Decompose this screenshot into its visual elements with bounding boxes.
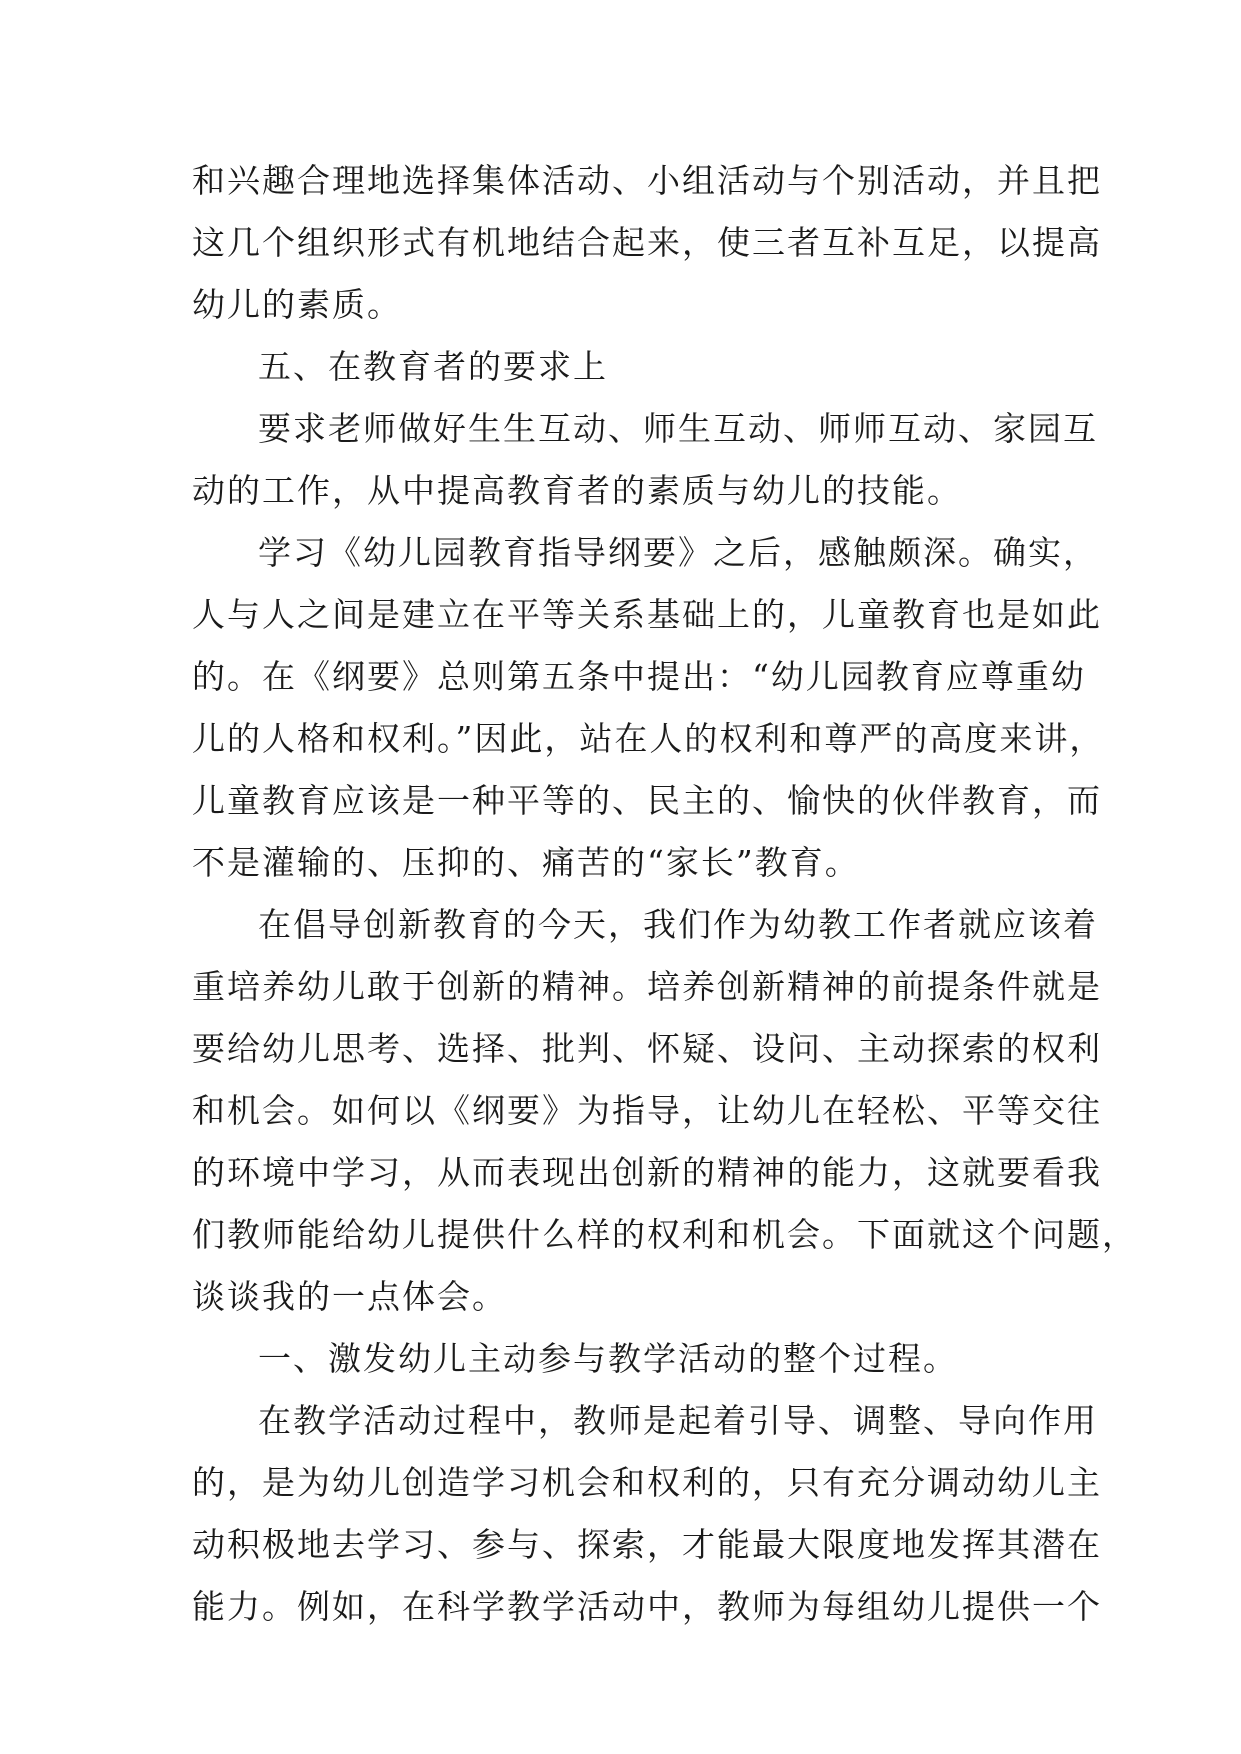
text-line: 重培养幼儿敢于创新的精神。培养创新精神的前提条件就是 <box>192 967 1102 1006</box>
text-line: 的环境中学习，从而表现出创新的精神的能力，这就要看我 <box>192 1153 1102 1192</box>
text-line: 这几个组织形式有机地结合起来，使三者互补互足，以提高 <box>192 223 1102 262</box>
text-line: 要给幼儿思考、选择、批判、怀疑、设问、主动探索的权利 <box>192 1029 1102 1068</box>
text-line: 和机会。如何以《纲要》为指导，让幼儿在轻松、平等交往 <box>192 1091 1102 1130</box>
section-heading: 五、在教育者的要求上 <box>258 347 608 386</box>
text-line: 的。在《纲要》总则第五条中提出：“幼儿园教育应尊重幼 <box>192 657 1086 696</box>
text-line: 动的工作，从中提高教育者的素质与幼儿的技能。 <box>192 471 962 510</box>
text-line: 幼儿的素质。 <box>192 285 402 324</box>
document-page <box>192 150 1137 1638</box>
text-line: 儿的人格和权利。”因此，站在人的权利和尊严的高度来讲， <box>192 719 1105 758</box>
text-line: 能力。例如，在科学教学活动中，教师为每组幼儿提供一个 <box>192 1587 1102 1626</box>
text-line: 要求老师做好生生互动、师生互动、师师互动、家园互 <box>258 409 1098 448</box>
text-line: 不是灌输的、压抑的、痛苦的“家长”教育。 <box>192 843 860 882</box>
text-line: 人与人之间是建立在平等关系基础上的，儿童教育也是如此 <box>192 595 1102 634</box>
text-line: 的，是为幼儿创造学习机会和权利的，只有充分调动幼儿主 <box>192 1463 1102 1502</box>
text-line: 们教师能给幼儿提供什么样的权利和机会。下面就这个问题， <box>192 1215 1137 1254</box>
text-line: 动积极地去学习、参与、探索，才能最大限度地发挥其潜在 <box>192 1525 1102 1564</box>
text-line: 在教学活动过程中，教师是起着引导、调整、导向作用 <box>258 1401 1098 1440</box>
text-line: 谈谈我的一点体会。 <box>192 1277 507 1316</box>
section-heading: 一、激发幼儿主动参与教学活动的整个过程。 <box>258 1339 958 1378</box>
text-line: 和兴趣合理地选择集体活动、小组活动与个别活动，并且把 <box>192 161 1102 200</box>
text-line: 在倡导创新教育的今天，我们作为幼教工作者就应该着 <box>258 905 1098 944</box>
text-line: 学习《幼儿园教育指导纲要》之后，感触颇深。确实， <box>258 533 1098 572</box>
text-line: 儿童教育应该是一种平等的、民主的、愉快的伙伴教育，而 <box>192 781 1102 820</box>
